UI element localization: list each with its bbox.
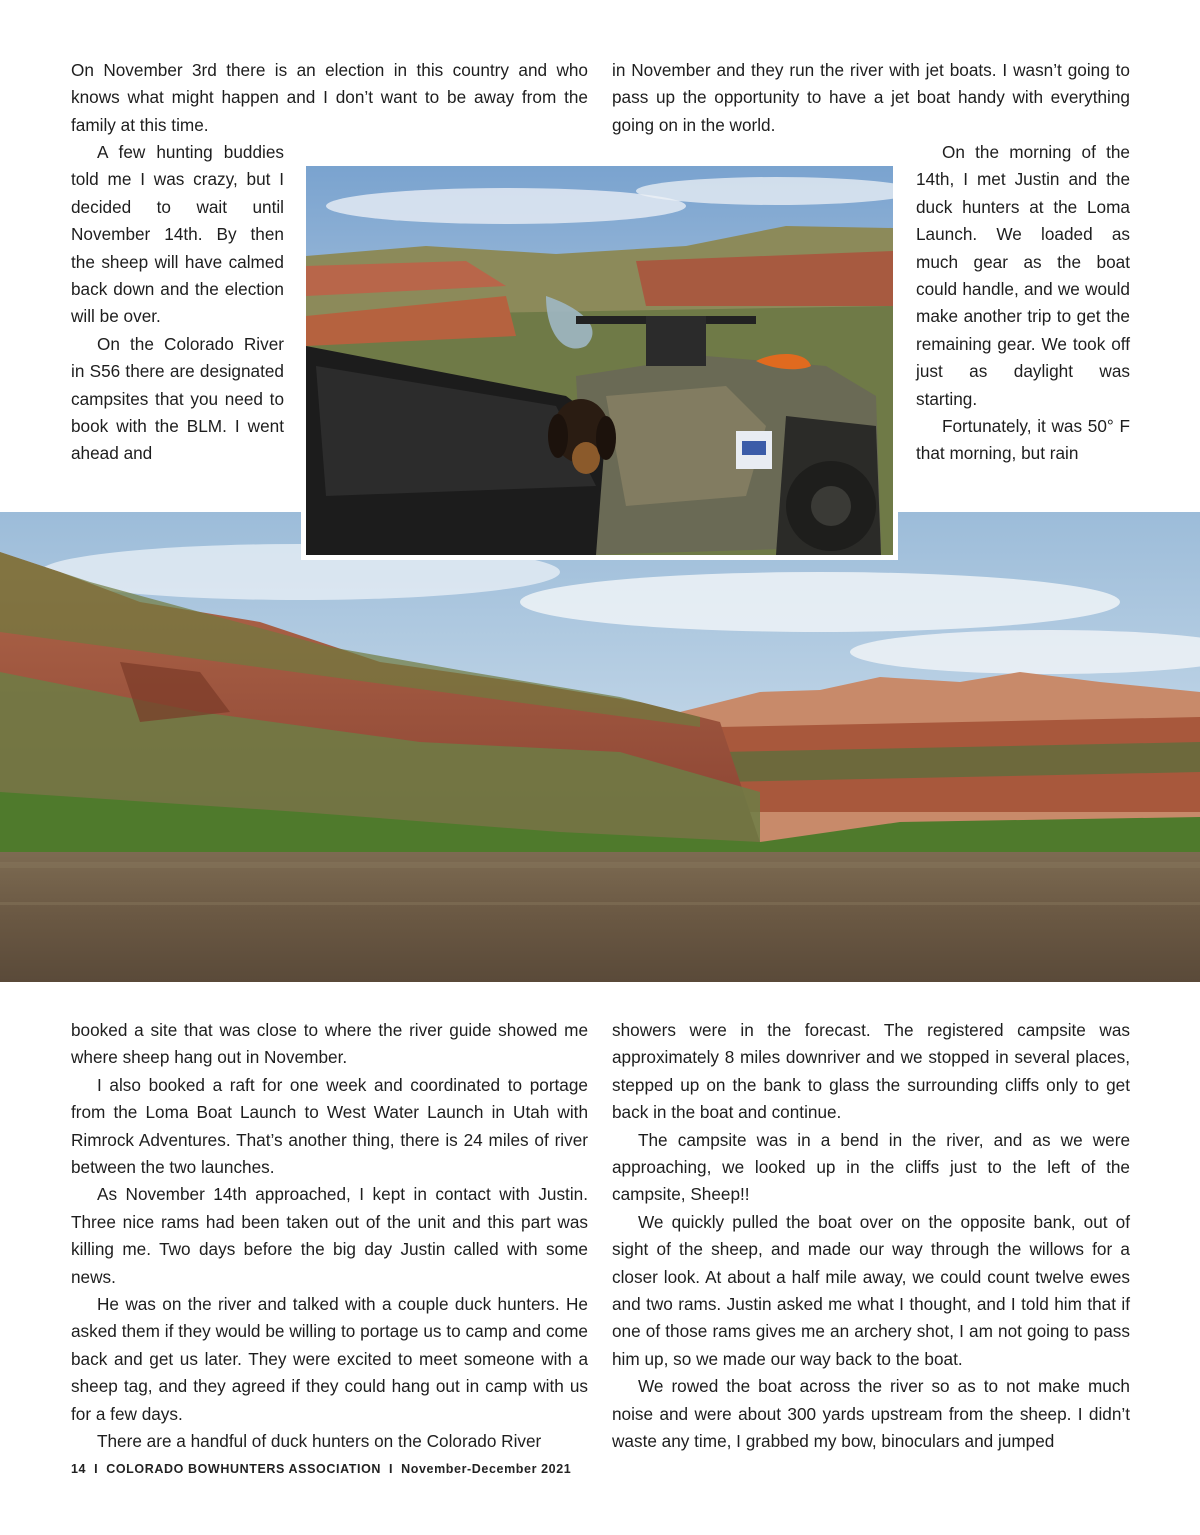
footer-organization: COLORADO BOWHUNTERS ASSOCIATION bbox=[106, 1462, 382, 1476]
footer-issue: November-December 2021 bbox=[401, 1462, 572, 1476]
paragraph: in November and they run the river with jet boats. I wasn’t going to pass up the opportunity to have a jet boat handy with everything going on in the world. bbox=[612, 60, 1130, 135]
footer-separator: I bbox=[389, 1462, 394, 1476]
page-footer bbox=[71, 1462, 571, 1476]
paragraph: On the morning of the 14th, I met Justin and the duck hunters at the Loma Launch. We loaded as much gear as the boat could handle, and we would make another trip to get the remaining gear. We took off just as daylight was starting. bbox=[916, 142, 1130, 409]
paragraph: We rowed the boat across the river so as to not make much noise and were about 300 yards upstream from the sheep. I didn’t waste any time, I grabbed my bow, binoculars and jumped bbox=[612, 1376, 1130, 1452]
footer-separator: I bbox=[94, 1462, 99, 1476]
paragraph: A few hunting buddies told me I was crazy, but I decided to wait until November 14th. By then the sheep will have calmed back down and the election will be over. bbox=[71, 142, 284, 327]
paragraph: showers were in the forecast. The registered campsite was approximately 8 miles downriver and we stopped in several places, stepped up on the bank to glass the surrounding cliffs only to get back in the boat and continue. bbox=[612, 1020, 1130, 1123]
river-panorama-photo bbox=[0, 512, 1200, 982]
atv-dog-photo bbox=[306, 166, 893, 555]
paragraph: On the Colorado River in S56 there are designated campsites that you need to book with the BLM. I went ahead and bbox=[71, 333, 284, 464]
paragraph: We quickly pulled the boat over on the opposite bank, out of sight of the sheep, and made our way through the willows for a closer look. At about a half mile away, we could count twelve ewes and two rams. Justin asked me what I thought, and I told him that if one of those rams gives me an archery shot, I am not going to pass him up, so we made our way back to the boat. bbox=[612, 1211, 1130, 1369]
paragraph: As November 14th approached, I kept in contact with Justin. Three nice rams had been taken out of the unit and this part was killing me. Two days before the big day Justin called with some news. bbox=[71, 1184, 588, 1287]
paragraph: booked a site that was close to where the river guide showed me where sheep hang out in November. bbox=[71, 1020, 588, 1068]
atv-dog-photo-frame bbox=[301, 161, 898, 560]
paragraph: There are a handful of duck hunters on the Colorado River bbox=[97, 1431, 542, 1452]
column-bottom-left bbox=[71, 1017, 588, 1456]
column-top-right bbox=[612, 57, 1130, 139]
column-bottom-right bbox=[612, 1017, 1130, 1456]
column-narrow-right bbox=[916, 139, 1130, 468]
paragraph: I also booked a raft for one week and coordinated to portage from the Loma Boat Launch to West Water Launch in Utah with Rimrock Adventures. That’s another thing, there is 24 miles of river between the two launches. bbox=[71, 1074, 588, 1178]
column-top-left bbox=[71, 57, 588, 139]
paragraph: The campsite was in a bend in the river, and as we were approaching, we looked up in the cliffs just to the left of the campsite, Sheep!! bbox=[612, 1129, 1130, 1205]
paragraph: On November 3rd there is an election in this country and who knows what might happen and I don’t want to be away from the family at this time. bbox=[71, 60, 588, 135]
paragraph: Fortunately, it was 50° F that morning, but rain bbox=[916, 416, 1130, 464]
page-number: 14 bbox=[71, 1462, 87, 1476]
column-narrow-left bbox=[71, 139, 284, 468]
paragraph: He was on the river and talked with a couple duck hunters. He asked them if they would be willing to portage us to camp and come back and get us later. They were excited to meet someone with a sheep tag, and they agreed if they could hang out in camp with us for a few days. bbox=[71, 1294, 588, 1424]
